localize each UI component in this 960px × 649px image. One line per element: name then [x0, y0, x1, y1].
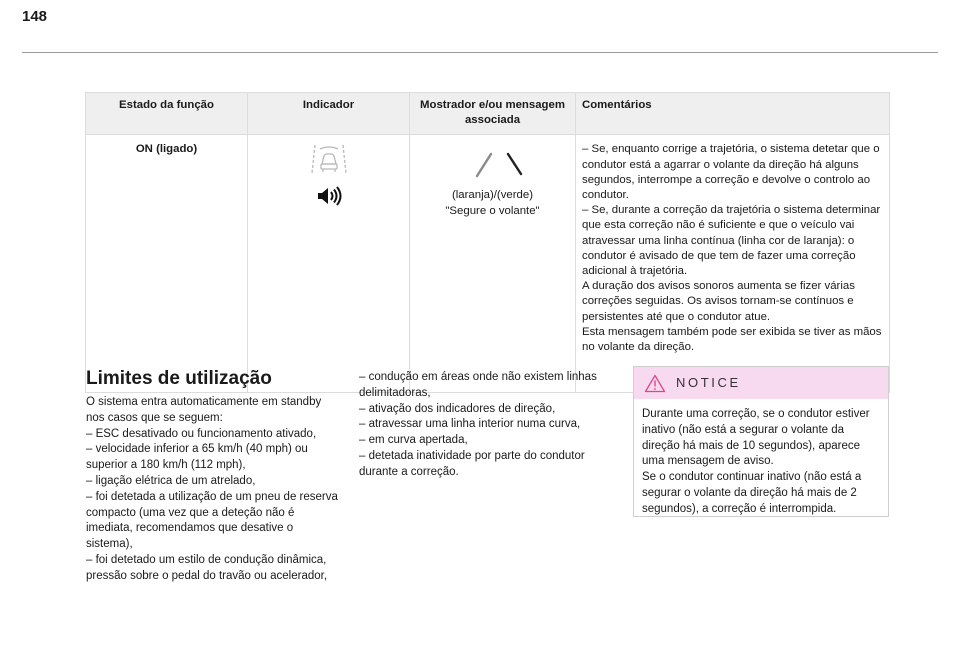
list-item: – velocidade inferior a 65 km/h (40 mph) ou superior a 180 km/h (112 mph), — [86, 443, 308, 472]
notice-title: NOTICE — [676, 375, 741, 390]
warning-triangle-icon — [644, 374, 666, 393]
lane-keeping-car-icon — [311, 143, 347, 175]
header-indicator: Indicador — [248, 93, 410, 135]
list-item: – ativação dos indicadores de direção, — [359, 402, 556, 415]
notice-body — [634, 399, 888, 518]
lane-lines-indicator-icon — [453, 146, 533, 180]
list-item: – foi detetado um estilo de condução dinâmica, pressão sobre o pedal do travão ou acelerador, — [86, 553, 328, 582]
function-state-cell: ON (ligado) — [86, 135, 248, 393]
list-item: – foi detetada a utilização de um pneu de reserva compacto (uma vez que a deteção não é imediata, recomendamos que desative o sistema), — [86, 490, 338, 551]
notice-box — [633, 366, 889, 517]
header-display-message: Mostrador e/ou mensagem associada — [410, 93, 576, 135]
comment-line: – Se, durante a correção da trajetória o sistema determinar que esta correção não é suficiente e que o veículo vai atravessar uma linha contínua (linha cor de laranja): o condutor é avisado de que tem de fazer uma correção adicional à trajetória. — [582, 204, 881, 278]
section-title: Limites de utilização — [86, 368, 272, 389]
page-number: 148 — [22, 8, 48, 25]
notice-paragraph: Se o condutor continuar inativo (não está a segurar o volante da direção há mais de 2 segundos), a correção é interrompida. — [642, 471, 862, 515]
usage-limits-column-2 — [359, 370, 614, 481]
display-colors-text: (laranja)/(verde) — [451, 189, 534, 202]
indicator-cell — [248, 135, 410, 393]
display-message-cell — [410, 135, 576, 393]
comments-cell — [576, 135, 890, 393]
table-row — [86, 135, 890, 393]
list-item: – condução em áreas onde não existem linhas delimitadoras, — [359, 371, 597, 399]
display-message-text: "Segure o volante" — [445, 204, 540, 217]
comment-line: – Se, enquanto corrige a trajetória, o sistema detetar que o condutor está a agarrar o volante da direção há alguns segundos, interrompe a correção e devolve o controlo ao condutor. — [582, 143, 880, 202]
usage-limits-column-1 — [86, 395, 341, 585]
comment-line: Esta mensagem também pode ser exibida se tiver as mãos no volante da direção. — [582, 325, 882, 354]
comment-line: A duração dos avisos sonoros aumenta se fizer várias correções seguidas. Os avisos tornam-se contínuos e persistentes até que o condutor atue. — [582, 280, 855, 323]
list-item: – ligação elétrica de um atrelado, — [86, 474, 256, 487]
header-function-state: Estado da função — [86, 93, 248, 135]
list-item: – detetada inatividade por parte do condutor durante a correção. — [359, 449, 585, 478]
header-divider — [22, 52, 938, 53]
paragraph-line: O sistema entra automaticamente em standby nos casos que se seguem: — [86, 396, 322, 424]
function-status-table — [85, 92, 890, 393]
table-header-row — [86, 93, 890, 135]
notice-paragraph: Durante uma correção, se o condutor estiver inativo (não está a segurar o volante da direção há mais de 10 segundos), aparece uma mensagem de aviso. — [642, 408, 870, 468]
list-item: – ESC desativado ou funcionamento ativado, — [86, 427, 317, 440]
speaker-sound-icon — [314, 185, 344, 207]
notice-header — [634, 367, 888, 399]
list-item: – atravessar uma linha interior numa curva, — [359, 418, 581, 431]
header-comments: Comentários — [576, 93, 890, 135]
list-item: – em curva apertada, — [359, 434, 468, 447]
